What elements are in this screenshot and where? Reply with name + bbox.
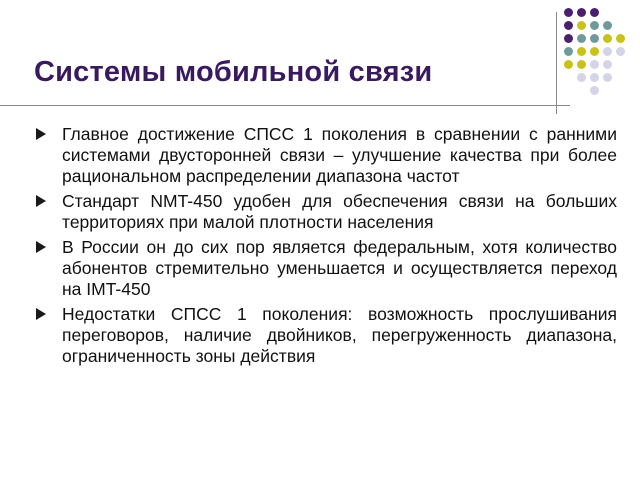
bullet-item (36, 304, 617, 367)
decorative-dot (564, 34, 573, 43)
slide-title: Системы мобильной связи (34, 56, 433, 88)
bullet-marker-icon (36, 241, 46, 253)
bullet-item (36, 237, 617, 300)
decorative-dot (564, 8, 573, 17)
decorative-dot (590, 8, 599, 17)
decorative-dot (590, 60, 599, 69)
decorative-dot (603, 34, 612, 43)
decorative-dot (577, 8, 586, 17)
bullet-marker-icon (36, 128, 46, 140)
decorative-dot (616, 47, 625, 56)
decorative-dot (603, 73, 612, 82)
decorative-dot (603, 47, 612, 56)
decorative-dot (603, 21, 612, 30)
decorative-dot (590, 34, 599, 43)
decorative-dot (577, 73, 586, 82)
bullet-marker-icon (36, 308, 46, 320)
decorative-dot (590, 21, 599, 30)
decorative-dot (564, 47, 573, 56)
bullet-text: Главное достижение СПСС 1 поколения в сравнении с ранними системами двусторонней связи – улучшение качества при более рациональном распределении диапазона частот (62, 124, 617, 186)
bullet-text: Недостатки СПСС 1 поколения: возможность прослушивания переговоров, наличие двойников, перегруженность диапазона, ограниченность зоны действия (62, 304, 617, 366)
decorative-dot (564, 21, 573, 30)
bullet-list (36, 124, 617, 371)
decorative-dot (577, 60, 586, 69)
bullet-text: В России он до сих пор является федеральным, хотя количество абонентов стремительно уменьшается и осуществляется переход на IMT-450 (62, 237, 617, 299)
decorative-dot (577, 47, 586, 56)
bullet-item (36, 191, 617, 233)
vertical-divider (556, 12, 557, 114)
decorative-dot (590, 47, 599, 56)
decorative-dot (590, 86, 599, 95)
decorative-dot (590, 73, 599, 82)
decorative-dot (616, 34, 625, 43)
decorative-dot-grid (562, 6, 640, 106)
title-underline (0, 105, 570, 106)
decorative-dot (577, 21, 586, 30)
bullet-item (36, 124, 617, 187)
decorative-dot (603, 60, 612, 69)
decorative-dot (564, 60, 573, 69)
decorative-dot (577, 34, 586, 43)
bullet-marker-icon (36, 195, 46, 207)
bullet-text: Стандарт NMT-450 удобен для обеспечения связи на больших территориях при малой плотности населения (62, 191, 617, 232)
